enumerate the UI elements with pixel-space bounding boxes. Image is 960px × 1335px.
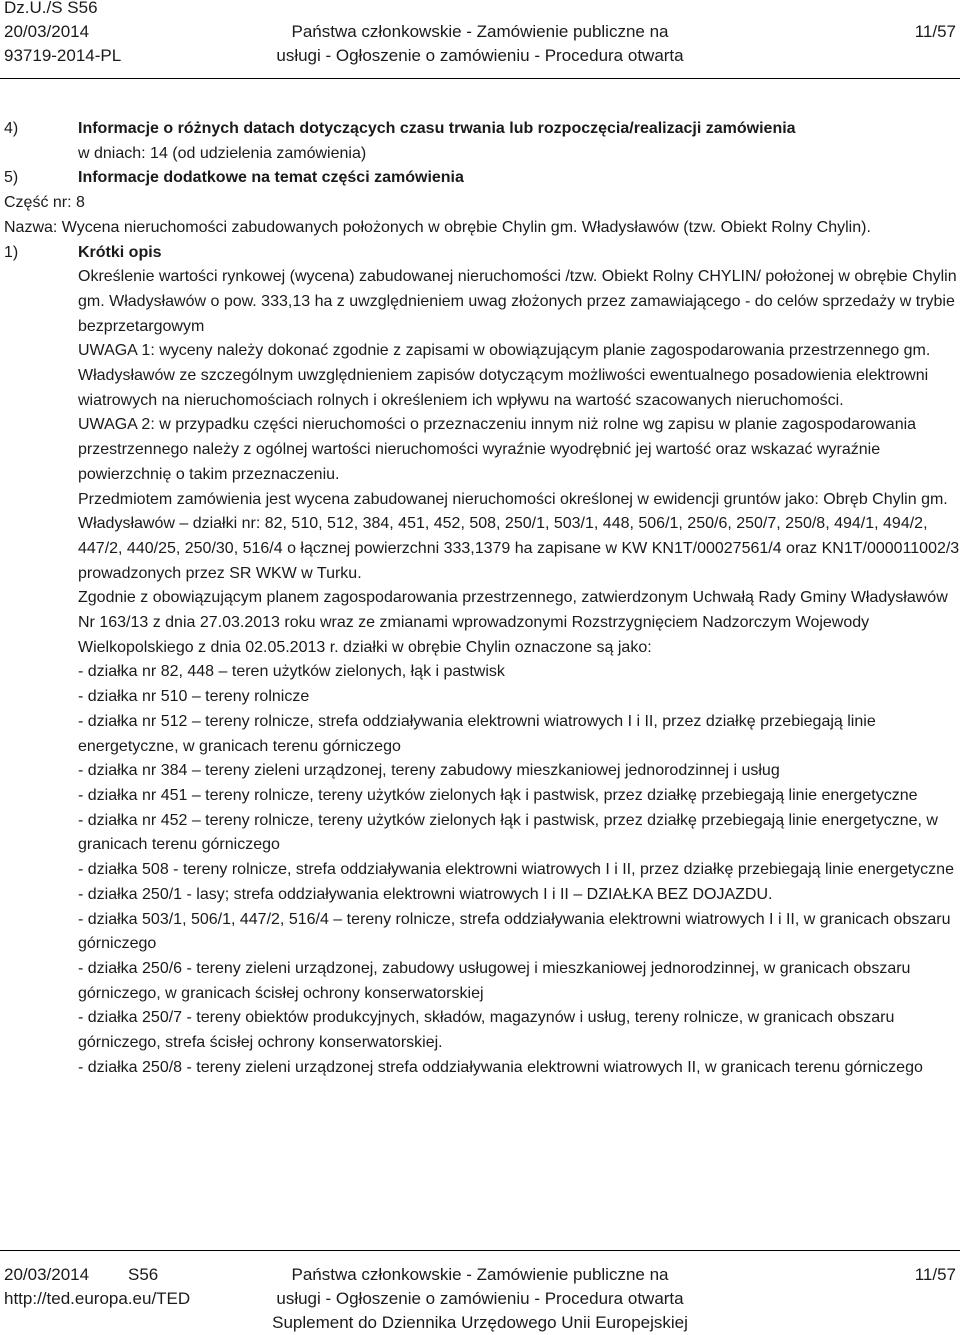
plot-list-item: - działka nr 384 – tereny zieleni urządzonej, tereny zabudowy mieszkaniowej jednorodzinnej i usług [78, 762, 780, 780]
header-ref: 93719-2014-PL [4, 46, 122, 65]
section-heading: Informacje o różnych datach dotyczących czasu trwania lub rozpoczęcia/realizacji zamówienia [78, 120, 796, 137]
section-item-1 [0, 241, 960, 266]
item-number: 5) [4, 169, 19, 187]
plot-list-item: - działka 508 - tereny rolnicze, strefa oddziaływania elektrowni wiatrowych I i II, przez działkę przebiegają linie energetyczne [78, 861, 954, 879]
section-text: w dniach: 14 (od udzielenia zamówienia) [78, 144, 367, 162]
part-number: Część nr: 8 [4, 194, 85, 212]
header-title-line1: Państwa członkowskie - Zamówienie publiczne na [291, 22, 669, 41]
description-paragraph: Zgodnie z obowiązującym planem zagospodarowania przestrzennego, zatwierdzonym Uchwałą Rady Gminy Władysławów Nr 163/13 z dnia 27.03.2013 roku wraz ze zmianami wprowadzonymi Rozstrzygnięciem Nadzorczym Wojewody Wielkopolskiego z dnia 02.05.2013 r. działki w obrębie Chylin oznaczone są jako: [78, 589, 948, 656]
description-paragraph: Przedmiotem zamówienia jest wycena zabudowanej nieruchomości określonej w ewidencji gruntów jako: Obręb Chylin gm. Władysławów – działki nr: 82, 510, 512, 384, 451, 452, 508, 250/1, 503/1, 448, 506/1, 250/6, 250/7, 250/8, 494/1, 494/2, 447/2, 440/25, 250/30, 516/4 o łącznej powierzchni 333,1379 ha zapisane w KW KN1T/00027561/4 oraz KN1T/000011002/3 prowadzonych przez SR WKW w Turku. [78, 490, 960, 582]
footer-date: 20/03/2014 [4, 1265, 90, 1284]
plot-list-item: - działka nr 452 – tereny rolnicze, tereny użytków zielonych łąk i pastwisk, przez działkę przebiegają linie energetyczne, w granicach terenu górniczego [78, 811, 938, 854]
footer-series: S56 [128, 1265, 159, 1284]
document-body [0, 117, 960, 1080]
part-name: Nazwa: Wycena nieruchomości zabudowanych położonych w obrębie Chylin gm. Władysławów (tzw. Obiekt Rolny Chylin). [4, 218, 871, 236]
description-paragraph: UWAGA 2: w przypadku części nieruchomości o przeznaczeniu innym niż rolne wg zapisu w planie zagospodarowania przestrzennego należy z ogólnej wartości nieruchomości wyraźnie wyodrębnić jej wartość oraz wskazać wyraźnie powierzchnię o takim przeznaczeniu. [78, 416, 917, 483]
item-number: 4) [4, 120, 19, 137]
plot-list-item: - działka 250/1 - lasy; strefa oddziaływania elektrowni wiatrowych I i II – DZIAŁKA BEZ DOJAZDU. [78, 885, 773, 903]
header-title-line2: usługi - Ogłoszenie o zamówieniu - Procedura otwarta [276, 46, 684, 65]
section-heading: Krótki opis [78, 243, 162, 261]
plot-list-item: - działka 250/7 - tereny obiektów produkcyjnych, składów, magazynów i usług, tereny rolnicze, w granicach obszaru górniczego, strefa ścisłej ochrony konserwatorskiej. [78, 1009, 895, 1052]
plot-list-item: - działka nr 512 – tereny rolnicze, strefa oddziaływania elektrowni wiatrowych I i II, przez działkę przebiegają linie energetyczne, w granicach terenu górniczego [78, 712, 876, 755]
footer-url: http://ted.europa.eu/TED [4, 1289, 191, 1308]
section-item-4 [0, 117, 960, 166]
footer-title-line2: usługi - Ogłoszenie o zamówieniu - Procedura otwarta [276, 1289, 684, 1308]
section-item-5 [0, 166, 960, 191]
header-date: 20/03/2014 [4, 22, 90, 41]
description-block [0, 265, 960, 1080]
plot-list-item: - działka 250/6 - tereny zieleni urządzonej, zabudowy usługowej i mieszkaniowej jednorodzinnej, w granicach obszaru górniczego, w granicach ścisłej ochrony konserwatorskiej [78, 959, 911, 1002]
footer-title-line1: Państwa członkowskie - Zamówienie publiczne na [291, 1265, 669, 1284]
plot-list-item: - działka 250/8 - tereny zieleni urządzonej strefa oddziaływania elektrowni wiatrowych II, w granicach terenu górniczego [78, 1058, 923, 1076]
plot-list-item: - działka nr 82, 448 – teren użytków zielonych, łąk i pastwisk [78, 663, 505, 681]
header-page-number: 11/57 [914, 22, 956, 41]
plot-list-item: - działka nr 451 – tereny rolnicze, tereny użytków zielonych łąk i pastwisk, przez działkę przebiegają linie energetyczne [78, 786, 918, 804]
footer-title-line3: Suplement do Dziennika Urzędowego Unii Europejskiej [272, 1313, 688, 1332]
page-footer [0, 1250, 960, 1335]
doc-id: Dz.U./S S56 [4, 0, 98, 17]
footer-page-number: 11/57 [914, 1265, 956, 1284]
description-paragraph: UWAGA 1: wyceny należy dokonać zgodnie z zapisami w obowiązującym planie zagospodarowania przestrzennego gm. Władysławów ze szczególnym uwzględnieniem zapisów dotyczącym możliwości ewentualnego posadowienia elektrowni wiatrowych na nieruchomościach rolnych i określeniem ich wpływu na wartość szacowanych nieruchomości. [78, 342, 931, 409]
section-heading: Informacje dodatkowe na temat części zamówienia [78, 169, 464, 187]
plot-list-item: - działka nr 510 – tereny rolnicze [78, 688, 310, 706]
description-paragraph: Określenie wartości rynkowej (wycena) zabudowanej nieruchomości /tzw. Obiekt Rolny CHYLIN/ położonej w obrębie Chylin gm. Władysławów o pow. 333,13 ha z uwzględnieniem uwag złożonych przez zamawiającego - do celów sprzedaży w trybie bezprzetargowym [78, 268, 957, 335]
item-number: 1) [4, 243, 19, 261]
plot-list-item: - działka 503/1, 506/1, 447/2, 516/4 – tereny rolnicze, strefa oddziaływania elektrowni wiatrowych I i II, w granicach obszaru górniczego [78, 910, 951, 953]
page-header [0, 0, 960, 79]
